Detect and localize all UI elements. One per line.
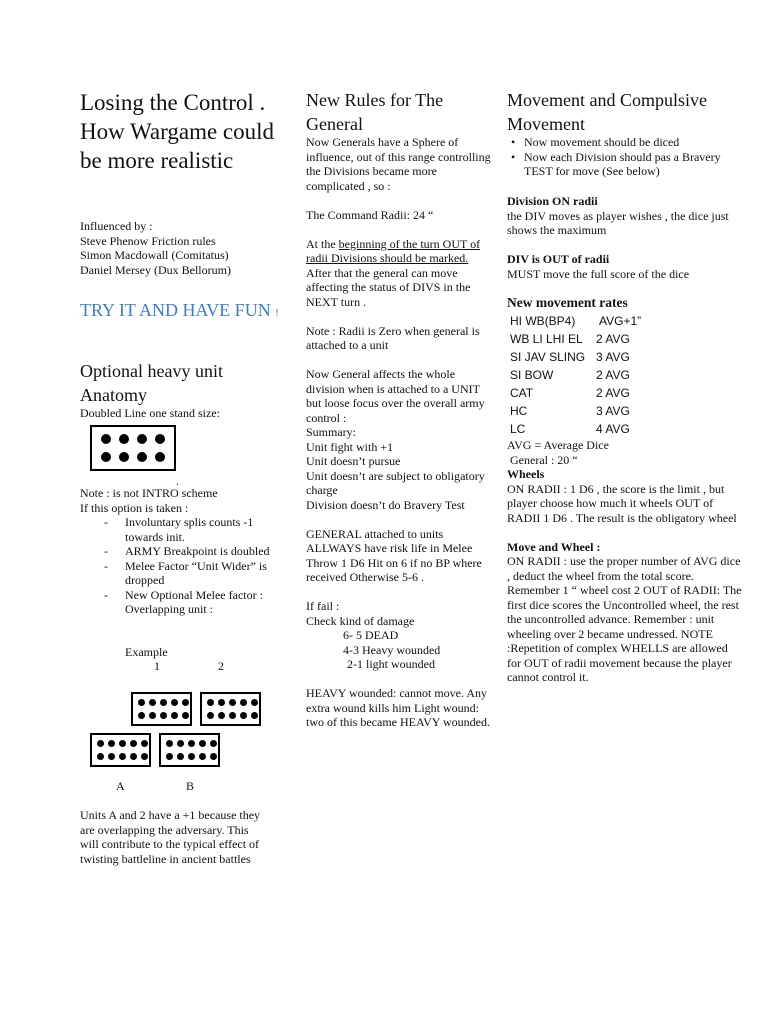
figure-dot (166, 740, 173, 747)
figure-dot (119, 753, 126, 760)
list-item: • Now each Division should pas a Bravery TEST for move (See below) (507, 150, 729, 179)
optional-anatomy-title: Optional heavy unit Anatomy (80, 361, 223, 405)
move-wheel-title: Move and Wheel : (507, 539, 601, 554)
figure-dot (101, 434, 111, 444)
example-label: Example (125, 645, 168, 659)
figure-dot (251, 712, 258, 719)
general-rules-body (306, 135, 492, 730)
wheels-title: Wheels (507, 467, 545, 481)
summary-item: Division doesn’t do Bravery Test (306, 497, 465, 512)
paragraph: GENERAL attached to units ALLWAYS have risk life in Melee Throw 1 D6 Hit on 6 if no BP where received Otherwise 5-6 . (306, 526, 482, 584)
paragraph: Note : Radii is Zero when general is attached to a unit (306, 323, 480, 352)
figure-dot (119, 434, 129, 444)
list-item: - New Optional Melee factor : Overlapping unit : (104, 587, 263, 616)
figure-dot (130, 740, 137, 747)
figure-dot (171, 712, 178, 719)
figure-dot (119, 452, 129, 462)
figure-dot (138, 699, 145, 706)
summary-item: Unit doesn’t pursue (306, 454, 401, 468)
figure-dot (199, 753, 206, 760)
figure-dot (177, 753, 184, 760)
units-paragraph: Units A and 2 have a +1 because they are overlapping the adversary. This will contribute to the typical effect of twisting battleline in ancient battles (80, 808, 261, 866)
figure-dot (207, 699, 214, 706)
paragraph: MUST move the full score of the dice (507, 266, 690, 281)
figure-dot (229, 712, 236, 719)
movement-title: Movement and Compulsive Movement (507, 90, 707, 134)
fail-label: If fail : (306, 599, 340, 613)
rates-title: New movement rates (507, 295, 628, 310)
underlined-text: beginning of the turn OUT of radii Divisions should be marked. (306, 236, 481, 265)
division-out-block (507, 252, 737, 281)
influences-block (80, 219, 280, 277)
figure-dot (138, 712, 145, 719)
damage-item: 4-3 Heavy wounded (343, 642, 441, 657)
try-heading-text: TRY IT AND HAVE FUN (80, 300, 271, 320)
option-line: If this option is taken : (80, 500, 189, 515)
figure-dot (182, 712, 189, 719)
figure-dot (149, 712, 156, 719)
figure-dot (141, 753, 148, 760)
figure-dot (137, 452, 147, 462)
figure-dot (171, 699, 178, 706)
figure-dot (97, 753, 104, 760)
example-num-1: 1 (154, 659, 160, 673)
general-rules-title: New Rules for The General (306, 90, 444, 134)
figure-dot (160, 699, 167, 706)
figure-dot (137, 434, 147, 444)
influence-item: Steve Phenow Friction rules (80, 233, 216, 248)
avg-definition: AVG = Average Dice (507, 438, 609, 452)
figure-dot (149, 699, 156, 706)
example-label-b: B (186, 779, 195, 793)
figure-dot (130, 753, 137, 760)
paragraph: HEAVY wounded: cannot move. Any extra wound kills him Light wound: two of this became HEAVY wounded. (306, 686, 490, 729)
rates-table: HI WB(BP4) AVG+1” WB LI LHI EL 2 AVG SI JAV SLING 3 AVG SI BOW 2 AVG CAT 2 AVG HC 3 AVG LC 4 AVG (510, 314, 642, 436)
summary-item: Unit doesn’t are subject to obligatory charge (306, 468, 485, 497)
list-item: - ARMY Breakpoint is doubled (104, 544, 270, 558)
figure-dot (108, 753, 115, 760)
summary-item: Unit fight with +1 (306, 439, 394, 454)
figure-dot (188, 753, 195, 760)
stand-diagram (90, 425, 176, 471)
doc-title: Losing the Control . How Wargame could be more realistic (80, 90, 275, 173)
figure-dot (251, 699, 258, 706)
paragraph: Now Generals have a Sphere of influence, out of this range controlling the Divisions became more complicated , so : (306, 135, 491, 193)
damage-item: 2-1 light wounded (347, 657, 435, 671)
figure-dot (141, 740, 148, 747)
paragraph: Now General affects the whole division when is attached to a UNIT but loose focus over the overall army control : (306, 367, 485, 425)
option-block (80, 486, 280, 617)
figure-dot (199, 740, 206, 747)
figure-dot (218, 712, 225, 719)
command-radii: The Command Radii: 24 “ (306, 207, 434, 222)
figure-dot (240, 712, 247, 719)
stand-period: . (176, 474, 179, 488)
example-stand-2 (200, 692, 261, 726)
paragraph: the DIV moves as player wishes , the dice just shows the maximum (507, 208, 729, 237)
figure-dot (182, 699, 189, 706)
figure-dot (97, 740, 104, 747)
figure-dot (210, 753, 217, 760)
list-item: • Now movement should be diced (507, 135, 729, 150)
paragraph: ON RADII : 1 D6 , the score is the limit , but player choose how much it wheels OUT of RADII 1 D6 . The result is the obligatory wheel (507, 481, 737, 525)
movement-bullets (507, 135, 729, 179)
summary-label: Summary: (306, 425, 356, 439)
try-heading-mark: ! (275, 307, 279, 319)
influence-item: Daniel Mersey (Dux Bellorum) (80, 262, 231, 277)
figure-dot (218, 699, 225, 706)
example-stand-1 (131, 692, 192, 726)
figure-dot (177, 740, 184, 747)
figure-dot (166, 753, 173, 760)
figure-dot (207, 712, 214, 719)
example-stand-a (90, 733, 151, 767)
paragraph: At the beginning of the turn OUT of radii Divisions should be marked. After that the general can move affecting the status of DIVS in the NEXT turn . (306, 236, 481, 309)
example-num-2: 2 (218, 659, 224, 673)
influenced-label: Influenced by : (80, 219, 153, 233)
paragraph: ON RADII : use the proper number of AVG dice , deduct the wheel from the total score. Remember 1 “ wheel cost 2 OUT of RADII: The first dice scores the Uncontrolled wheel, the rest the uncontrolled advance. Remember : unit wheeling over 2 became undressed. NOTE :Repetition of complex WHELLS are allowed for OUT of radii movement because the player cannot control it. (507, 554, 742, 684)
check-label: Check kind of damage (306, 613, 415, 628)
figure-dot (210, 740, 217, 747)
figure-dot (240, 699, 247, 706)
list-item: - Involuntary splis counts -1 towards init. (104, 515, 254, 544)
figure-dot (229, 699, 236, 706)
figure-dot (155, 452, 165, 462)
division-out-title: DIV is OUT of radii (507, 252, 610, 266)
figure-dot (101, 452, 111, 462)
general-rate: General : 20 “ (507, 452, 578, 467)
wheels-block (507, 438, 742, 685)
division-on-title: Division ON radii (507, 194, 598, 208)
list-item: - Melee Factor “Unit Wider” is dropped (104, 558, 267, 587)
figure-dot (160, 712, 167, 719)
doubled-line-label: Doubled Line one stand size: (80, 406, 220, 420)
note-line: Note : is not INTRO scheme (80, 486, 218, 500)
figure-dot (188, 740, 195, 747)
figure-dot (108, 740, 115, 747)
division-on-block (507, 194, 737, 238)
influence-item: Simon Macdowall (Comitatus) (80, 248, 229, 262)
try-heading (80, 298, 280, 325)
figure-dot (119, 740, 126, 747)
example-stand-b (159, 733, 220, 767)
figure-dot (155, 434, 165, 444)
option-list (80, 515, 280, 617)
example-label-a: A (116, 779, 125, 793)
damage-item: 6- 5 DEAD (343, 628, 399, 642)
